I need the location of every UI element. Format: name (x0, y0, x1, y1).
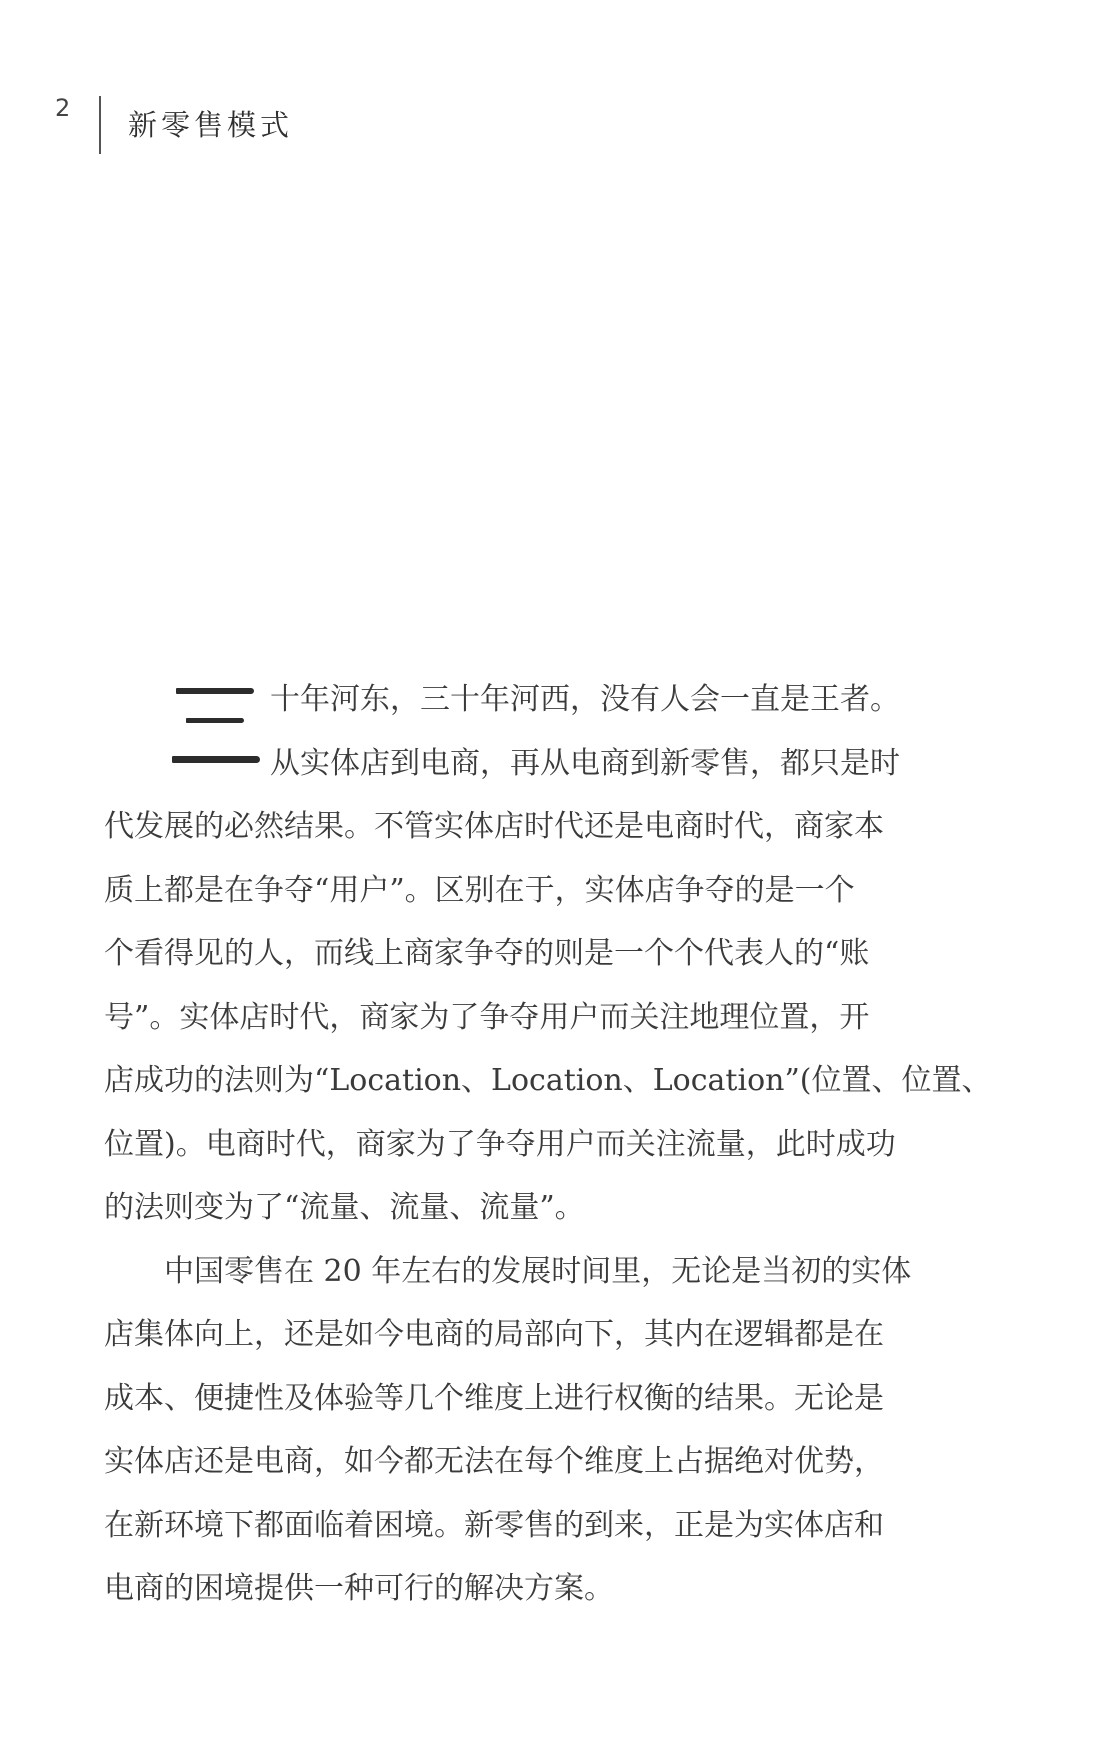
text-line: 代发展的必然结果。不管实体店时代还是电商时代，商家本 (104, 809, 884, 844)
text-line: 实体店还是电商，如今都无法在每个维度上占据绝对优势， (104, 1444, 884, 1479)
body-text (104, 668, 992, 1621)
page-number: 2 (55, 94, 72, 122)
paragraph-1 (104, 668, 992, 1240)
paragraph-2 (104, 1240, 966, 1621)
text-line: 从实体店到电商，再从电商到新零售，都只是时 (270, 745, 900, 781)
header-divider (99, 96, 101, 154)
text-line: 的法则变为了“流量、流量、流量”。 (104, 1190, 585, 1225)
text-line: 十年河东，三十年河西，没有人会一直是王者。 (270, 682, 900, 717)
text-line: 位置)。电商时代，商家为了争夺用户而关注流量，此时成功 (104, 1126, 896, 1162)
running-title: 新零售模式 (128, 108, 294, 142)
text-line: 店成功的法则为“Location、Location、Location”(位置、位置、 (104, 1063, 992, 1098)
text-line: 质上都是在争夺“用户”。区别在于，实体店争夺的是一个 (104, 872, 855, 908)
text-line: 店集体向上，还是如今电商的局部向下，其内在逻辑都是在 (104, 1317, 884, 1352)
text-line: 个看得见的人，而线上商家争夺的则是一个个代表人的“账 (104, 936, 870, 971)
text-line: 号”。实体店时代，商家为了争夺用户而关注地理位置，开 (104, 999, 870, 1035)
text-line: 在新环境下都面临着困境。新零售的到来，正是为实体店和 (104, 1507, 884, 1543)
text-line: 电商的困境提供一种可行的解决方案。 (104, 1571, 614, 1606)
text-line: 中国零售在 20 年左右的发展时间里，无论是当初的实体 (164, 1253, 912, 1289)
page-header (0, 0, 1120, 170)
text-line: 成本、便捷性及体验等几个维度上进行权衡的结果。无论是 (104, 1380, 884, 1416)
